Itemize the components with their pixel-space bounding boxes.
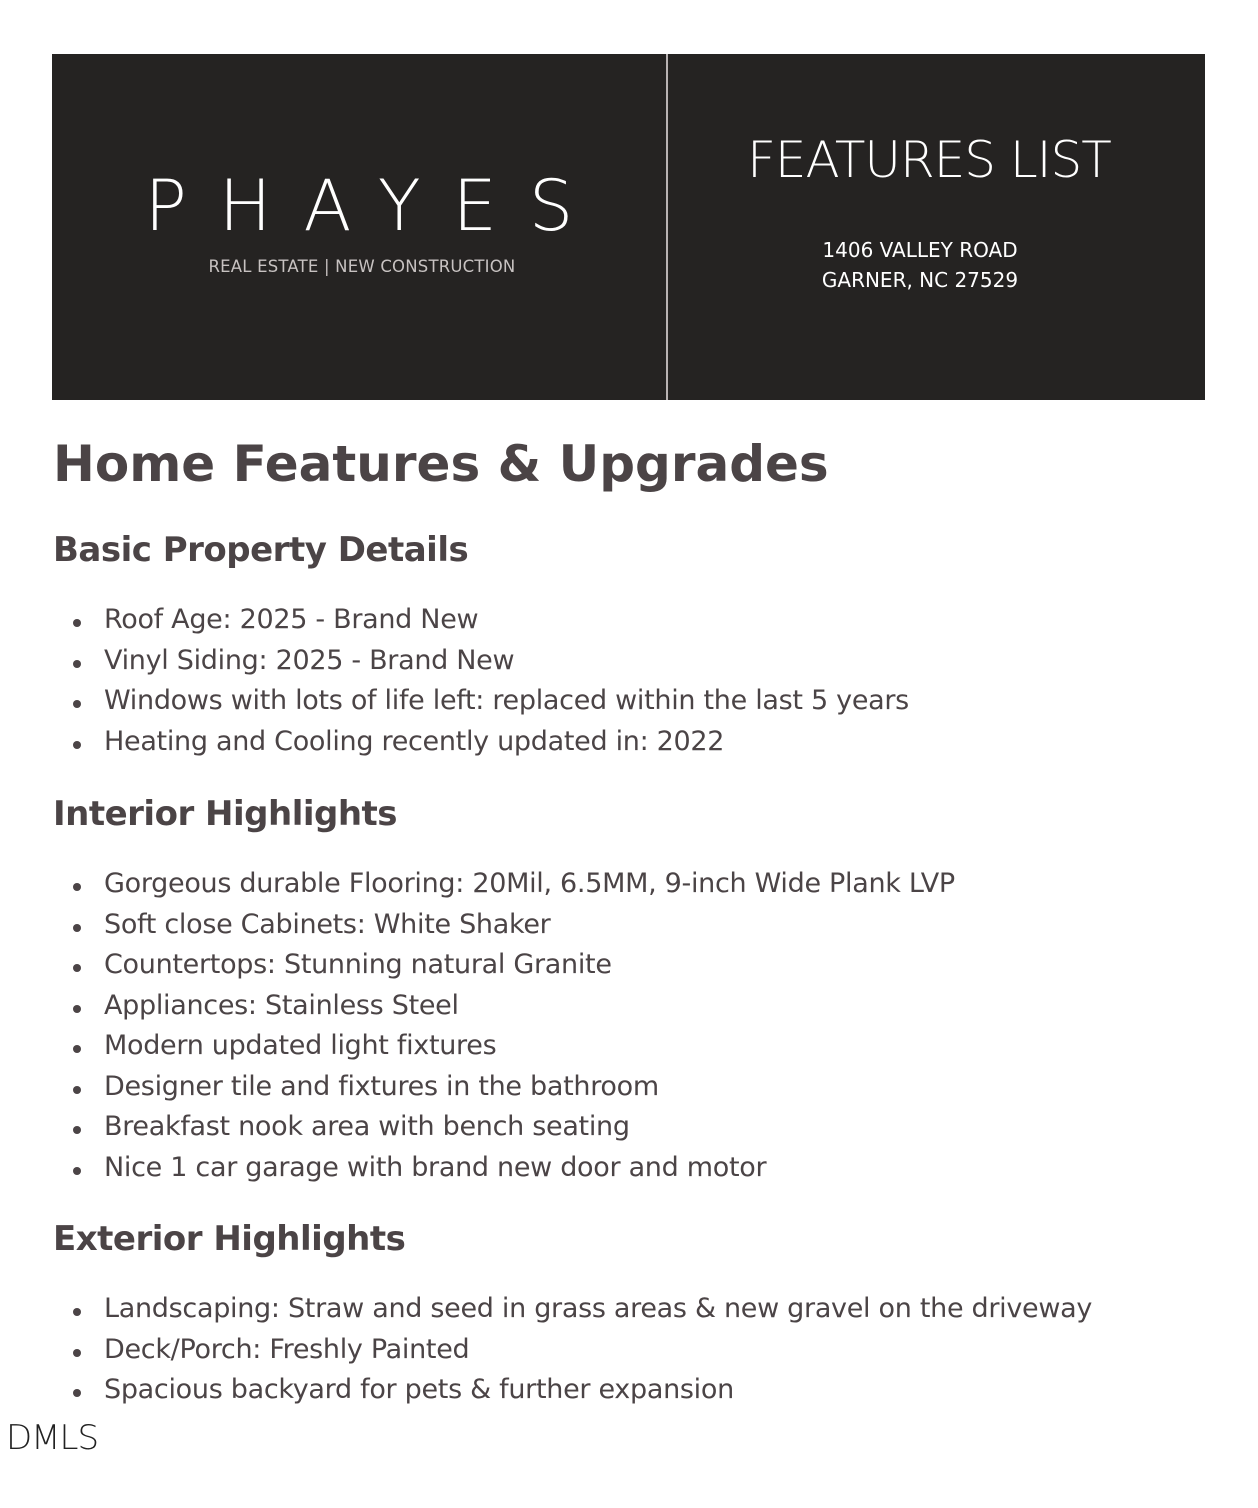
feature-list [53, 600, 1203, 762]
list-item: Landscaping: Straw and seed in grass areas & new gravel on the driveway [53, 1289, 1203, 1330]
list-item: Spacious backyard for pets & further expansion [53, 1370, 1203, 1411]
list-item: Modern updated light fixtures [53, 1026, 1203, 1067]
brand-logo: PHAYES [144, 165, 606, 247]
page-title: Home Features & Upgrades [53, 435, 829, 493]
property-address [668, 235, 1172, 295]
list-item: Gorgeous durable Flooring: 20Mil, 6.5MM, 9-inch Wide Plank LVP [53, 864, 1203, 905]
section-interior-highlights [53, 792, 1203, 1188]
header-banner [52, 54, 1205, 400]
address-line-1: 1406 VALLEY ROAD [822, 238, 1018, 262]
list-item: Appliances: Stainless Steel [53, 986, 1203, 1027]
brand-tagline: REAL ESTATE | NEW CONSTRUCTION [208, 257, 516, 276]
list-item: Deck/Porch: Freshly Painted [53, 1330, 1203, 1371]
list-item: Soft close Cabinets: White Shaker [53, 905, 1203, 946]
address-line-2: GARNER, NC 27529 [821, 268, 1019, 292]
list-item: Roof Age: 2025 - Brand New [53, 600, 1203, 641]
list-item: Windows with lots of life left: replaced within the last 5 years [53, 681, 1203, 722]
list-item: Vinyl Siding: 2025 - Brand New [53, 641, 1203, 682]
feature-list [53, 1289, 1203, 1411]
banner-divider [666, 54, 668, 400]
list-item: Breakfast nook area with bench seating [53, 1107, 1203, 1148]
section-heading: Basic Property Details [53, 530, 469, 570]
list-item: Nice 1 car garage with brand new door and motor [53, 1148, 1203, 1189]
list-item: Countertops: Stunning natural Granite [53, 945, 1203, 986]
list-item: Designer tile and fixtures in the bathroom [53, 1067, 1203, 1108]
section-heading: Interior Highlights [53, 794, 398, 834]
feature-list [53, 864, 1203, 1188]
section-exterior-highlights [53, 1217, 1203, 1411]
section-basic-property-details [53, 528, 1203, 762]
section-heading: Exterior Highlights [53, 1219, 406, 1259]
document-title: FEATURES LIST [747, 131, 1111, 189]
list-item: Heating and Cooling recently updated in: 2022 [53, 722, 1203, 763]
mls-watermark: DMLS [6, 1418, 99, 1458]
